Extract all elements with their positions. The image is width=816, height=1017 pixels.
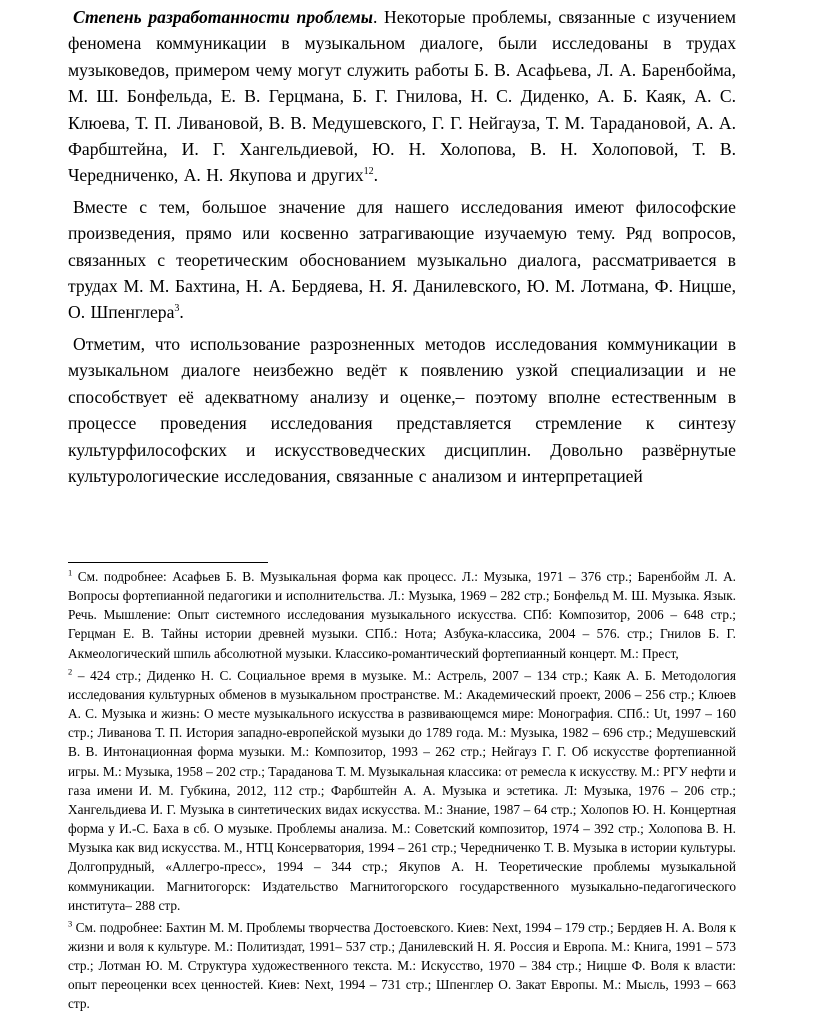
paragraph-methods: [68, 331, 736, 489]
footnote-mark: 3: [68, 918, 73, 929]
footnote-1: $^1$ См. подробнее: Асафьев Б. В. Музыкальная форма как процесс. Л.: Музыка, 1971 – 376 стр.; Баренбойм Л. А. Вопросы фортепианной педагогики и исполнительства. Л.: Музыка, 1969 – 282 стр.; Бонфельд М. Ш. Музыка. Язык. Речь. Мышление: Опыт системного исследования музыкального искусства. СПб: Композитор, 2006 – 648 стр.; Герцман Е. В. Тайны истории древней музыки. СПб.: Нота; Азбука-классика, 2004 – 576. стр.; Гнилов Б. Г. Акмеологический шпиль абсолютной музыки. Классико-романтический фортепианный концерт. М.: Прест,: [68, 567, 736, 661]
paragraph-research-state: Степень разработанности проблемы. Некоторые проблемы, связанные с изучением феномена коммуникации в музыкальном диалоге, были исследованы в трудах музыковедов, примером чему могут служить работы Б. В. Асафьева, Л. А. Баренбойма, М. Ш. Бонфельда, Е. В. Герцмана, Б. Г. Гнилова, Н. С. Диденко, А. Б. Каяк, А. С. Клюева, Т. П. Ливановой, В. В. Медушевского, Г. Г. Нейгауза, Т. М. Тарадановой, А. А. Фарбштейна, И. Г. Хангельдиевой, Ю. Н. Холопова, В. Н. Холоповой, Т. В. Чередниченко, А. Н. Якупова и других$^{12}$.: [68, 7, 736, 186]
section-lead: Степень разработанности проблемы: [73, 7, 373, 27]
footnote-mark: 1: [68, 567, 73, 578]
paragraph-text: Вместе с тем, большое значение для нашего исследования имеют философские произведения, прямо или косвенно затрагивающие изучаемую тему. Ряд вопросов, связанных с теоретическим обоснованием музыкально диалога, рассматривается в трудах М. М. Бахтина, Н. А. Бердяева, Н. Я. Данилевского, Ю. М. Лотмана, Ф. Ницше, О. Шпенглера: [68, 196, 736, 323]
paragraph-text: . Некоторые проблемы, связанные с изучением феномена коммуникации в музыкальном диалоге, были исследованы в трудах музыковедов, примером чему могут служить работы Б. В. Асафьева, Л. А. Баренбойма, М. Ш. Бонфельда, Е. В. Герцмана, Б. Г. Гнилова, Н. С. Диденко, А. Б. Каяк, А. С. Клюева, Т. П. Ливановой, В. В. Медушевского, Г. Г. Нейгауза, Т. М. Тарадановой, А. А. Фарбштейна, И. Г. Хангельдиевой, Ю. Н. Холопова, В. Н. Холоповой, Т. В. Чередниченко, А. Н. Якупова и других: [68, 7, 736, 186]
footnotes: [68, 567, 736, 1017]
paragraph-text: Отметим, что использование разрозненных методов исследования коммуникации в музыкальном диалоге неизбежно ведёт к появлению узкой специализации и не способствует её адекватному анализу и оценке,– поэтому вполне естественным в процессе проведения исследования представляется стремление к синтезу культурфилософских и искусствоведческих дисциплин. Довольно развёрнутые культурологические исследования, связанные с анализом и интерпретацией: [68, 333, 736, 486]
footnote-mark: 2: [68, 666, 73, 677]
paragraph-philosophy: Вместе с тем, большое значение для нашего исследования имеют философские произведения, прямо или косвенно затрагивающие изучаемую тему. Ряд вопросов, связанных с теоретическим обоснованием музыкально диалога, рассматривается в трудах М. М. Бахтина, Н. А. Бердяева, Н. Я. Данилевского, Ю. М. Лотмана, Ф. Ницше, О. Шпенглера$^3$.: [68, 196, 736, 323]
footnote-3: $^3$ См. подробнее: Бахтин М. М. Проблемы творчества Достоевского. Киев: Next, 1994 – 179 стр.; Бердяев Н. А. Воля к жизни и воля к культуре. М.: Политиздат, 1991– 537 стр.; Данилевский Н. Я. Россия и Европа. М.: Книга, 1991 – 573 стр.; Лотман Ю. М. Структура художественного текста. М.: Искусство, 1970 – 384 стр.; Ницше Ф. Воля к власти: опыт переоценки всех ценностей. Киев: Next, 1994 – 731 стр.; Шпенглер О. Закат Европы. М.: Мысль, 1993 – 663 стр.: [68, 918, 737, 1012]
main-text: [68, 4, 736, 494]
footnote-separator: [68, 562, 268, 563]
footnote-2: $^2$ – 424 стр.; Диденко Н. С. Социальное время в музыке. М.: Астрель, 2007 – 134 стр.; Каяк А. Б. Методология исследования культурных обменов в музыкальном пространстве. М.: Академический проект, 2006 – 256 стр.; Клюев А. С. Музыка и жизнь: О месте музыкального искусства в развивающемся мире: Монография. СПб.: Ut, 1997 – 160 стр.; Ливанова Т. П. История западно-европейской музыки до 1789 года. М.: Музыка, 1982 – 696 стр.; Медушевский В. В. Интонационная форма музыки. М.: Композитор, 1993 – 262 стр.; Нейгауз Г. Г. Об искусстве фортепианной игры. М.: Музыка, 1958 – 202 стр.; Тараданова Т. М. Музыкальная классика: от ремесла к искусству. М.: РГУ нефти и газа имени И. М. Губкина, 2012, 112 стр.; Фарбштейн А. А. Музыка и эстетика. Л: Музыка, 1976 – 206 стр.; Хангельдиева И. Г. Музыка в синтетических видах искусства. М.: Знание, 1987 – 64 стр.; Холопов Ю. Н. Концертная форма у И.-С. Баха в сб. О музыке. Проблемы анализа. М.: Советский композитор, 1974 – 392 стр.; Холопова В. Н. Музыка как вид искусства. М., НТЦ Консерватория, 1994 – 261 стр.; Чередниченко Т. В. Музыка в истории культуры. Долгопрудный, «Аллегро-пресс», 1994 – 344 стр.; Якупов А. Н. Теоретические проблемы музыкальной коммуникации. Магнитогорск: Издательство Магнитогорского государственного музыкально-педагогического института– 288 стр.: [68, 666, 736, 913]
footnote-ref[interactable]: 12: [363, 166, 374, 178]
footnote-ref[interactable]: 3: [174, 303, 180, 315]
